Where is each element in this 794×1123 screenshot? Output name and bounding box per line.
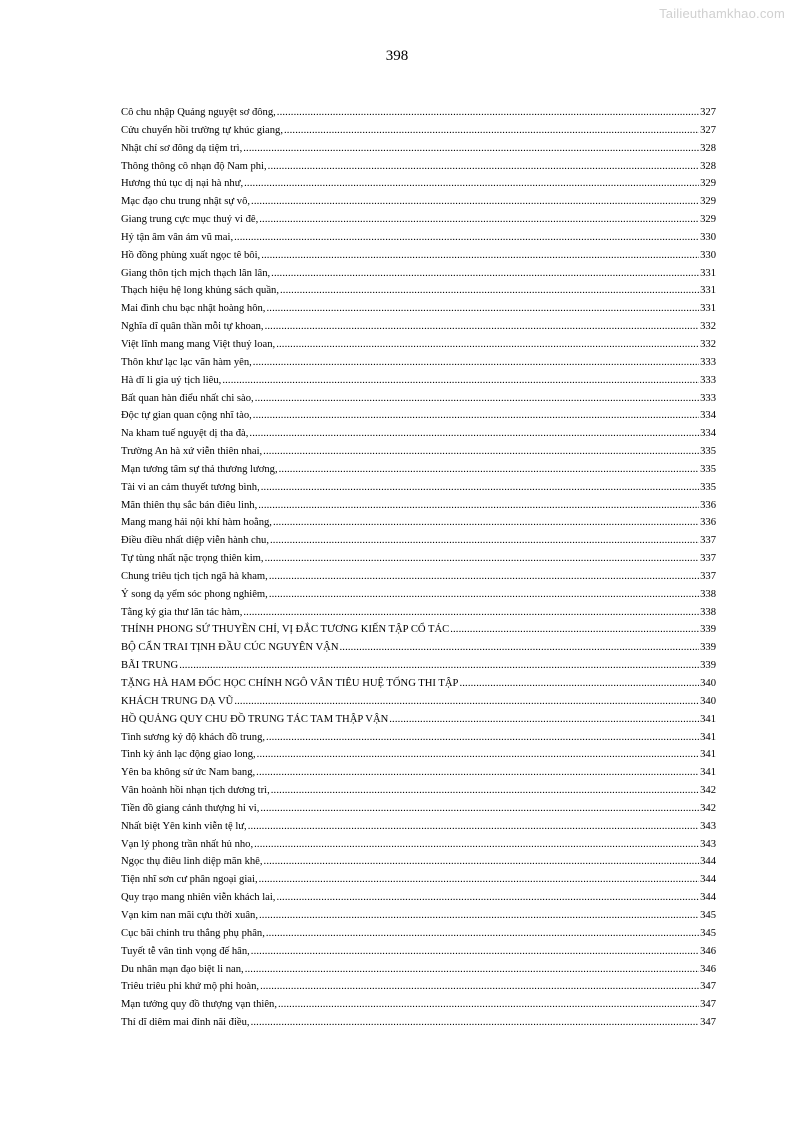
toc-entry-title: Triêu triêu phi khứ mộ phi hoàn, xyxy=(121,981,260,993)
toc-entry-page: 339 xyxy=(700,642,716,654)
toc-leader-dots xyxy=(269,568,699,586)
toc-entry xyxy=(121,122,716,140)
toc-entry-page: 328 xyxy=(700,142,716,154)
toc-entry-title: Du nhân mạn đạo biệt li nan, xyxy=(121,963,244,975)
toc-entry-title: Hỷ tận âm vân ám vũ mai, xyxy=(121,231,234,243)
toc-leader-dots xyxy=(258,497,699,515)
toc-entry-title: Trường An hà xứ viễn thiên nhai, xyxy=(121,446,263,458)
toc-entry-page: 333 xyxy=(700,374,716,386)
toc-entry xyxy=(121,390,716,408)
toc-entry-title: Mạn tương tâm sự thả thương lương, xyxy=(121,463,278,475)
toc-entry xyxy=(121,247,716,265)
toc-entry-title: Cửu chuyển hồi trường tự khúc giang, xyxy=(121,124,283,136)
toc-entry-title: Cục bãi chinh tru thắng phụ phân, xyxy=(121,927,265,939)
toc-leader-dots xyxy=(259,871,700,889)
toc-entry-page: 343 xyxy=(700,838,716,850)
toc-entry-page: 327 xyxy=(700,107,716,118)
toc-entry-title: Giang trung cực mục thuý vi đê, xyxy=(121,214,259,226)
toc-entry-page: 345 xyxy=(700,927,716,939)
toc-entry xyxy=(121,961,716,979)
toc-leader-dots xyxy=(273,514,699,532)
toc-entry-page: 336 xyxy=(700,517,716,529)
toc-leader-dots xyxy=(244,175,699,193)
toc-entry-page: 347 xyxy=(700,999,716,1011)
toc-entry-page: 339 xyxy=(700,624,716,636)
toc-entry-page: 335 xyxy=(700,481,716,493)
toc-entry-page: 330 xyxy=(700,231,716,243)
toc-entry xyxy=(121,211,716,229)
toc-entry-page: 332 xyxy=(700,338,716,350)
toc-entry-page: 346 xyxy=(700,963,716,975)
toc-entry-title: Hà dĩ li gia uý tịch liêu, xyxy=(121,374,222,386)
toc-leader-dots xyxy=(256,764,699,782)
toc-entry xyxy=(121,443,716,461)
toc-entry-page: 337 xyxy=(700,535,716,547)
toc-entry-title: Mạc đạo chu trung nhật sự vô, xyxy=(121,196,251,208)
toc-leader-dots xyxy=(234,229,699,247)
toc-entry-title: Ngọc thụ điêu linh diệp mãn khê, xyxy=(121,856,263,868)
toc-entry-title: Nhất biệt Yên kinh viễn tệ lư, xyxy=(121,820,247,832)
toc-entry-page: 330 xyxy=(700,249,716,261)
toc-entry-title: Tiền đồ giang cảnh thượng hi vi, xyxy=(121,802,260,814)
toc-leader-dots xyxy=(265,318,700,336)
toc-entry-title: Tuyết tễ vân tình vọng đế hân, xyxy=(121,945,250,957)
toc-entry-page: 331 xyxy=(700,267,716,279)
toc-leader-dots xyxy=(251,1014,700,1032)
toc-entry xyxy=(121,764,716,782)
toc-leader-dots xyxy=(276,336,699,354)
toc-leader-dots xyxy=(234,693,699,711)
toc-leader-dots xyxy=(261,479,699,497)
toc-entry xyxy=(121,853,716,871)
toc-entry-page: 338 xyxy=(700,606,716,618)
toc-entry xyxy=(121,479,716,497)
toc-entry-title: Thôn khư lạc lạc vãn hàm yên, xyxy=(121,356,252,368)
toc-entry-title: Nghĩa dĩ quân thần mỗi tự khoan, xyxy=(121,321,264,333)
toc-entry-title: THỈNH PHONG SỨ THUYỀN CHỈ, VỊ ĐẮC TƯƠNG KIẾN TẬP CỔ TÁC xyxy=(121,624,450,636)
toc-entry-title: Mai đình chu bạc nhật hoàng hôn, xyxy=(121,303,266,315)
toc-entry-title: Tài vi an cảm thuyết tương bình, xyxy=(121,481,260,493)
toc-entry-page: 341 xyxy=(700,713,716,725)
toc-leader-dots xyxy=(264,853,700,871)
toc-entry-page: 329 xyxy=(700,178,716,190)
toc-entry xyxy=(121,604,716,622)
toc-entry xyxy=(121,193,716,211)
toc-entry-title: Tự tùng nhất nặc trọng thiên kim, xyxy=(121,553,264,565)
table-of-contents xyxy=(121,104,716,1032)
toc-leader-dots xyxy=(251,943,699,961)
toc-entry-page: 341 xyxy=(700,731,716,743)
toc-entry xyxy=(121,925,716,943)
toc-leader-dots xyxy=(248,818,699,836)
toc-entry xyxy=(121,282,716,300)
toc-entry-page: 341 xyxy=(700,749,716,761)
toc-entry xyxy=(121,621,716,639)
toc-entry-title: Vạn lý phong trần nhất hủ nho, xyxy=(121,838,254,850)
toc-leader-dots xyxy=(271,265,699,283)
toc-entry-page: 332 xyxy=(700,321,716,333)
toc-entry-page: 344 xyxy=(700,856,716,868)
toc-entry-page: 340 xyxy=(700,695,716,707)
toc-entry xyxy=(121,104,716,122)
toc-entry-title: Ỷ song dạ yểm sóc phong nghiêm, xyxy=(121,588,268,600)
toc-entry xyxy=(121,996,716,1014)
toc-leader-dots xyxy=(265,550,700,568)
toc-entry-page: 335 xyxy=(700,463,716,475)
toc-leader-dots xyxy=(253,354,699,372)
toc-entry xyxy=(121,1014,716,1032)
toc-entry-title: Tình sương kỷ độ khách đồ trung, xyxy=(121,731,266,743)
toc-leader-dots xyxy=(245,961,699,979)
toc-entry-title: Thông thông cô nhạn độ Nam phi, xyxy=(121,160,267,172)
toc-entry-page: 347 xyxy=(700,981,716,993)
toc-entry-title: Quy trạo mang nhiên viễn khách lai, xyxy=(121,892,276,904)
toc-entry xyxy=(121,497,716,515)
toc-leader-dots xyxy=(279,461,700,479)
toc-entry xyxy=(121,675,716,693)
toc-entry-title: BÃI TRUNG xyxy=(121,660,179,672)
toc-leader-dots xyxy=(266,300,699,318)
toc-entry-title: Nhật chí sơ đông dạ tiệm trì, xyxy=(121,142,243,154)
toc-entry-title: Yên ba không sử ức Nam bang, xyxy=(121,767,256,779)
toc-entry-title: Hương thủ tục dị nại hà như, xyxy=(121,178,244,190)
toc-entry-page: 337 xyxy=(700,570,716,582)
toc-entry-title: Tiện nhĩ sơn cư phân ngoại giai, xyxy=(121,874,258,886)
toc-entry xyxy=(121,711,716,729)
toc-entry-page: 347 xyxy=(700,1017,716,1029)
toc-entry-page: 338 xyxy=(700,588,716,600)
toc-leader-dots xyxy=(389,711,699,729)
toc-leader-dots xyxy=(263,443,699,461)
toc-entry-page: 342 xyxy=(700,802,716,814)
toc-entry-page: 328 xyxy=(700,160,716,172)
toc-leader-dots xyxy=(243,140,699,158)
toc-leader-dots xyxy=(277,104,699,122)
toc-entry-title: Thạch hiệu hệ long khủng sách quần, xyxy=(121,285,279,297)
toc-entry-page: 329 xyxy=(700,214,716,226)
toc-entry xyxy=(121,943,716,961)
toc-entry-page: 343 xyxy=(700,820,716,832)
toc-entry-page: 346 xyxy=(700,945,716,957)
toc-leader-dots xyxy=(257,746,699,764)
toc-leader-dots xyxy=(254,836,699,854)
toc-entry-page: 334 xyxy=(700,410,716,422)
toc-leader-dots xyxy=(260,800,699,818)
toc-entry-page: 333 xyxy=(700,392,716,404)
toc-entry xyxy=(121,729,716,747)
toc-entry-page: 339 xyxy=(700,660,716,672)
toc-entry xyxy=(121,568,716,586)
toc-leader-dots xyxy=(259,211,699,229)
toc-entry xyxy=(121,158,716,176)
toc-entry xyxy=(121,372,716,390)
toc-entry-page: 331 xyxy=(700,285,716,297)
toc-entry-title: Việt lĩnh mang mang Việt thuỷ loan, xyxy=(121,338,276,350)
toc-entry-page: 337 xyxy=(700,553,716,565)
toc-entry-title: Điều điều nhất diệp viễn hành chu, xyxy=(121,535,269,547)
toc-leader-dots xyxy=(339,639,699,657)
toc-entry-page: 342 xyxy=(700,785,716,797)
toc-entry-title: Vạn kim nan mãi cựu thời xuân, xyxy=(121,909,258,921)
toc-entry xyxy=(121,889,716,907)
toc-leader-dots xyxy=(268,158,699,176)
toc-entry-title: Giang thôn tịch mịch thạch lân lân, xyxy=(121,267,271,279)
toc-entry-page: 344 xyxy=(700,892,716,904)
toc-leader-dots xyxy=(450,621,699,639)
toc-entry-page: 344 xyxy=(700,874,716,886)
toc-entry xyxy=(121,318,716,336)
toc-entry xyxy=(121,336,716,354)
toc-entry xyxy=(121,532,716,550)
toc-entry-page: 335 xyxy=(700,446,716,458)
toc-entry-page: 336 xyxy=(700,499,716,511)
toc-entry xyxy=(121,818,716,836)
toc-entry-title: KHÁCH TRUNG DẠ VŨ xyxy=(121,695,234,707)
toc-entry-page: 331 xyxy=(700,303,716,315)
toc-entry-page: 329 xyxy=(700,196,716,208)
toc-leader-dots xyxy=(266,729,699,747)
toc-entry xyxy=(121,175,716,193)
toc-entry-title: Mang mang hải nội khí hàm hoằng, xyxy=(121,517,272,529)
toc-entry xyxy=(121,978,716,996)
toc-leader-dots xyxy=(179,657,699,675)
toc-entry xyxy=(121,639,716,657)
toc-entry xyxy=(121,657,716,675)
toc-entry-title: TẶNG HÀ HAM ĐỐC HỌC CHÍNH NGÔ VÂN TIÊU HUỆ TỐNG THI TẬP xyxy=(121,678,459,689)
toc-leader-dots xyxy=(271,782,699,800)
toc-entry xyxy=(121,800,716,818)
toc-entry xyxy=(121,836,716,854)
toc-entry-page: 327 xyxy=(700,124,716,136)
toc-entry xyxy=(121,871,716,889)
toc-entry-title: Cô chu nhập Quảng nguyệt sơ đông, xyxy=(121,107,276,118)
toc-entry xyxy=(121,229,716,247)
toc-leader-dots xyxy=(249,425,699,443)
toc-entry-title: Bất quan hàn điểu nhất chi sào, xyxy=(121,392,254,404)
toc-entry xyxy=(121,265,716,283)
toc-entry-page: 340 xyxy=(700,678,716,689)
toc-entry xyxy=(121,907,716,925)
toc-entry xyxy=(121,407,716,425)
toc-leader-dots xyxy=(266,925,699,943)
toc-entry-title: Độc tự gian quan cộng nhĩ tào, xyxy=(121,410,252,422)
toc-entry xyxy=(121,586,716,604)
toc-entry-title: Vân hoành hồi nhạn tịch dương trì, xyxy=(121,785,270,797)
toc-entry-title: HỒ QUẢNG QUY CHU ĐỒ TRUNG TÁC TAM THẬP VẬN xyxy=(121,713,389,725)
toc-entry-title: Na kham tuế nguyệt dị tha đà, xyxy=(121,428,249,440)
toc-leader-dots xyxy=(255,390,699,408)
toc-leader-dots xyxy=(251,193,699,211)
toc-entry-title: Mạn tưởng quy đồ thượng vạn thiên, xyxy=(121,999,277,1011)
toc-leader-dots xyxy=(243,604,699,622)
toc-leader-dots xyxy=(260,978,699,996)
toc-entry xyxy=(121,693,716,711)
toc-entry-title: Mãn thiên thụ sắc bán điêu linh, xyxy=(121,499,258,511)
toc-leader-dots xyxy=(284,122,699,140)
toc-entry xyxy=(121,140,716,158)
toc-entry xyxy=(121,746,716,764)
toc-entry-title: Chung triêu tịch tịch ngã hà kham, xyxy=(121,570,268,582)
toc-entry xyxy=(121,425,716,443)
toc-leader-dots xyxy=(270,532,699,550)
watermark: Tailieuthamkhao.com xyxy=(659,6,785,21)
toc-leader-dots xyxy=(276,889,699,907)
toc-entry-page: 341 xyxy=(700,767,716,779)
toc-leader-dots xyxy=(278,996,699,1014)
toc-entry xyxy=(121,354,716,372)
toc-entry-title: Tinh kỳ ảnh lạc động giao long, xyxy=(121,749,256,761)
toc-entry-title: BỘ CẨN TRAI TỊNH ĐẦU CÚC NGUYÊN VẬN xyxy=(121,642,339,654)
toc-leader-dots xyxy=(253,407,699,425)
toc-entry xyxy=(121,461,716,479)
toc-entry xyxy=(121,300,716,318)
toc-leader-dots xyxy=(261,247,699,265)
toc-entry xyxy=(121,514,716,532)
toc-entry xyxy=(121,550,716,568)
toc-entry xyxy=(121,782,716,800)
toc-entry-title: Hồ đồng phùng xuất ngọc tê bôi, xyxy=(121,249,261,261)
toc-leader-dots xyxy=(459,675,699,693)
toc-entry-page: 334 xyxy=(700,428,716,440)
toc-entry-title: Thí dĩ diêm mai đỉnh nãi điều, xyxy=(121,1017,250,1029)
toc-leader-dots xyxy=(280,282,699,300)
toc-entry-title: Tằng ký gia thư lãn tác hàm, xyxy=(121,606,243,618)
toc-leader-dots xyxy=(222,372,699,390)
toc-entry-page: 345 xyxy=(700,909,716,921)
page-number: 398 xyxy=(385,48,409,64)
toc-leader-dots xyxy=(259,907,699,925)
toc-entry-page: 333 xyxy=(700,356,716,368)
toc-leader-dots xyxy=(269,586,699,604)
